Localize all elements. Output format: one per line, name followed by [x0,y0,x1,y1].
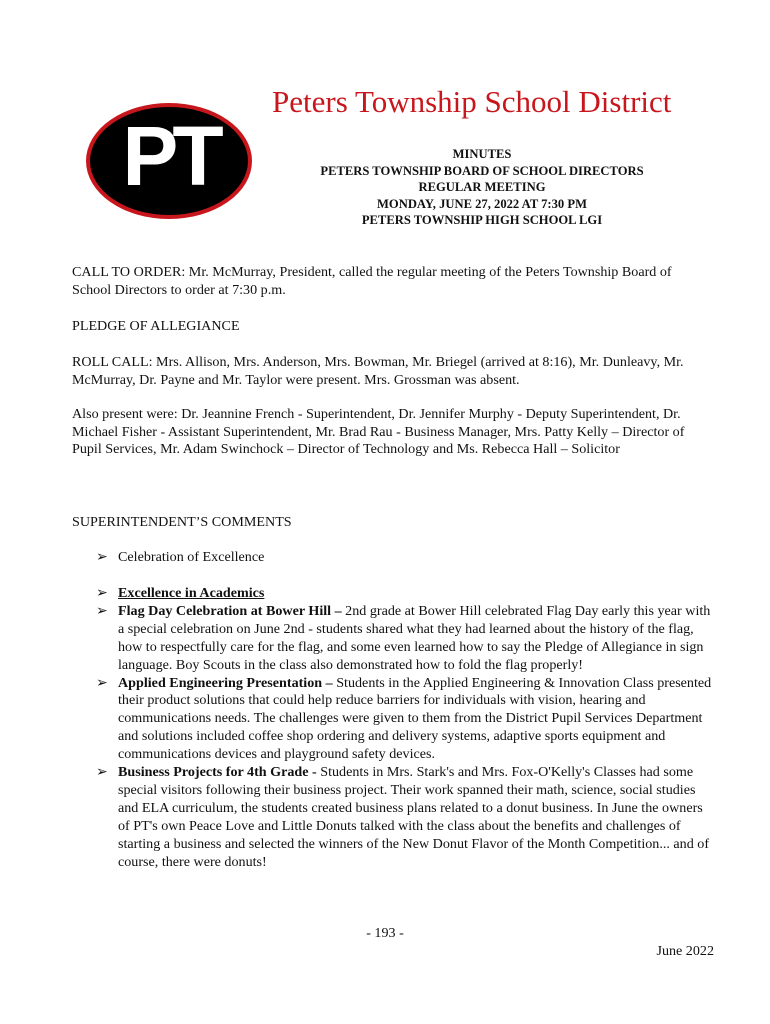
header-line-minutes: MINUTES [452,147,512,161]
district-name: Peters Township School District [272,84,672,119]
also-present: Also present were: Dr. Jeannine French - Superintendent, Dr. Jennifer Murphy - Deputy Superintendent, Dr. Michael Fisher - Assistant Superintendent, Mr. Brad Rau - Business Manager, Mrs. Patty Kelly – Director of Pupil Services, Mr. Adam Swinchock – Director of Technology and Ms. Rebecca Hall – Solicitor [72,406,685,458]
district-logo [84,101,254,221]
header-line-date: MONDAY, JUNE 27, 2022 AT 7:30 PM [377,196,587,211]
roll-call: ROLL CALL: Mrs. Allison, Mrs. Anderson, Mrs. Bowman, Mr. Briegel (arrived at 8:16), Mr. Dunleavy, Mr. McMurray, Dr. Payne and Mr. Taylor were present. Mrs. Grossman was absent. [72,354,684,388]
header-line-meeting-type: REGULAR MEETING [418,180,546,195]
superintendent-comments-heading: SUPERINTENDENT’S COMMENTS [72,514,292,530]
bullet-academics: ➢ Excellence in Academics [96,585,265,601]
arrow-bullet-icon: ➢ [96,549,108,565]
footer-date: June 2022 [656,943,714,959]
logo-text: PT [122,109,218,203]
bullet-flag-day: ➢ Flag Day Celebration at Bower Hill – 2nd grade at Bower Hill celebrated Flag Day early this year with a special celebration on June 2nd - students shared what they had learned about the history of the flag, how to respectfully care for the flag, and some even learned how to say the Pledge of Allegiance in sign language. Boy Scouts in the class also demonstrated how to fold the flag properly! [96,602,711,673]
page-number: - 193 - [366,925,404,941]
arrow-bullet-icon: ➢ [96,602,108,619]
bullet-business-projects: ➢ Business Projects for 4th Grade - Students in Mrs. Stark's and Mrs. Fox-O'Kelly's Classes had some special visitors following their business project. Their work spanned their math, science, social studies and ELA curriculum, the students created business plans related to a donut business. In June the owners of PT's own Peace Love and Little Donuts talked with the class about the benefits and challenges of starting a business and selected the winners of the New Donut Flavor of the Month Competition... and of course, there were donuts! [96,764,710,870]
header-line-board: PETERS TOWNSHIP BOARD OF SCHOOL DIRECTORS [320,163,644,178]
bullet-applied-engineering: ➢ Applied Engineering Presentation – Students in the Applied Engineering & Innovation Class presented their product solutions that could help reduce barriers for individuals with vision, hearing and communications needs. The challenges were given to them from the District Pupil Services Department and solutions included coffee shop ordering and delivery systems, adaptive sports equipment and communications devices and playground safety devices. [96,674,712,763]
arrow-bullet-icon: ➢ [96,764,108,781]
pledge-heading: PLEDGE OF ALLEGIANCE [72,318,240,334]
arrow-bullet-icon: ➢ [96,585,108,601]
bullet-list-academics [96,585,716,872]
header-line-location: PETERS TOWNSHIP HIGH SCHOOL LGI [361,213,603,228]
bullet-list-celebration [96,549,716,567]
arrow-bullet-icon: ➢ [96,674,108,691]
call-to-order: CALL TO ORDER: Mr. McMurray, President, called the regular meeting of the Peters Township Board of School Directors to order at 7:30 p.m. [72,264,672,298]
meeting-header [262,146,702,229]
bullet-celebration: ➢ Celebration of Excellence [96,549,265,565]
